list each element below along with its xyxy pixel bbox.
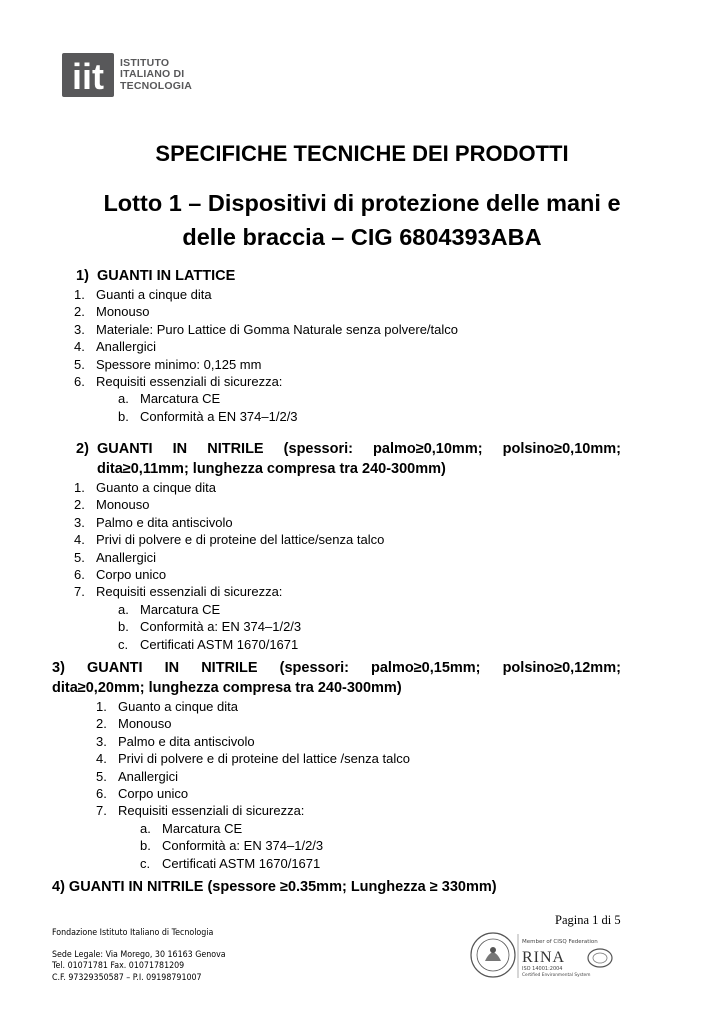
list-text: Guanto a cinque dita [96,480,216,495]
sub-list-text: Marcatura CE [140,601,221,617]
list-item [96,802,636,819]
list-text: Guanto a cinque dita [118,699,238,714]
sub-list-letter: c. [118,636,129,652]
sub-list-item [74,618,634,635]
document-title: SPECIFICHE TECNICHE DEI PRODOTTI [155,141,569,166]
sub-list-letter: a. [118,391,129,407]
list-number: 1. [96,699,107,714]
section-2-heading-line-1 [76,439,621,459]
list-number: 6. [74,374,85,390]
sub-list-text: Conformità a: EN 374–1/2/3 [162,838,324,854]
list-item [74,303,634,320]
heading-word: NITRILE [201,660,258,676]
footer-phone: Tel. 01071781 Fax. 01071781209 [52,961,185,972]
list-number: 4. [74,532,85,548]
heading-word: palmo≥0,10mm; [373,441,483,457]
heading-word [76,439,153,459]
list-number: 6. [74,567,85,583]
logo-line-3: TECNOLOGIA [120,79,192,92]
sub-list-letter: a. [140,820,151,836]
list-number: 7. [74,584,85,600]
sub-list-letter: b. [140,838,151,854]
section-3-heading [52,658,621,698]
logo-text [120,58,192,93]
sub-list-text: Marcatura CE [140,391,221,407]
list-number: 3. [74,321,85,337]
list-text: Requisiti essenziali di sicurezza: [96,374,283,390]
list-text: Palmo e dita antiscivolo [118,733,255,749]
list-text: Monouso [96,497,150,513]
list-number: 2. [74,304,85,320]
section-1-list [74,286,634,425]
section-3-number: 3) [52,660,65,676]
list-number: 3. [96,733,107,749]
heading-word: (spessori: [283,441,353,457]
list-number: 5. [96,768,107,784]
footer-tax-codes: C.F. 97329350587 – P.I. 09198791007 [52,972,202,983]
sub-list-text: Certificati ASTM 1670/1671 [162,855,321,871]
section-4-heading: 4) GUANTI IN NITRILE (spessore ≥0.35mm; Lunghezza ≥ 330mm) [52,879,497,895]
list-item [96,715,636,732]
list-text: Spessore minimo: 0,125 mm [96,356,262,372]
sub-list-text: Certificati ASTM 1670/1671 [140,636,299,652]
seal-icon [471,933,515,977]
list-text: Privi di polvere e di proteine del lattice /senza talco [118,751,410,767]
section-2-heading [76,439,621,479]
lotto-heading-line-1: Lotto 1 – Dispositivi di protezione delle mani e [103,190,621,216]
sub-list-item [96,855,636,872]
list-number: 1. [74,287,85,302]
list-number: 4. [74,339,85,355]
page-number: Pagina 1 di 5 [555,913,621,927]
list-item [96,750,636,767]
list-item [74,373,634,390]
section-3-heading-line-1 [52,658,621,678]
list-item [74,338,634,355]
cisq-badge-icon [588,949,612,967]
list-number: 6. [96,786,107,802]
section-3-list [96,698,636,872]
sub-list-letter: c. [140,855,151,871]
logo-line-1: ISTITUTO [120,56,170,69]
heading-word: palmo≥0,15mm; [371,660,481,676]
footer-address: Sede Legale: Via Morego, 30 16163 Genova [52,950,226,961]
list-item [96,733,636,750]
certification-graphic [468,930,618,980]
list-text: Palmo e dita antiscivolo [96,514,233,530]
section-1-number: 1) [76,268,89,284]
list-text: Anallergici [96,549,156,565]
sub-list-item [74,601,634,618]
list-item [74,321,634,338]
sub-list-item [74,408,634,425]
sub-list-item [74,636,634,653]
list-number: 5. [74,356,85,372]
iit-logo-letters: iit [72,56,104,97]
list-item [74,479,634,496]
sub-list-letter: a. [118,601,129,617]
footer-spacer [52,939,226,950]
certification-logos [468,930,618,980]
list-item [74,286,634,303]
list-item [74,583,634,600]
sub-list-item [96,837,636,854]
list-item [74,549,634,566]
cisq-member-text: Member of CISQ Federation [522,939,598,945]
list-text: Guanti a cinque dita [96,287,212,302]
list-text: Corpo unico [118,786,189,802]
iso-standard: ISO 14001:2004 [522,966,563,972]
list-item [74,496,634,513]
cert-caption: Certified Environmental System [522,973,591,978]
list-text: Requisiti essenziali di sicurezza: [96,584,283,600]
list-number: 5. [74,549,85,565]
list-item [96,698,636,715]
heading-word: IN [164,660,180,676]
footer [52,928,226,984]
heading-word: polsino≥0,10mm; [502,441,621,457]
sub-list-text: Conformità a: EN 374–1/2/3 [140,619,302,635]
list-text: Materiale: Puro Lattice di Gomma Naturale senza polvere/talco [96,321,459,337]
list-number: 3. [74,514,85,530]
lotto-heading [60,186,664,254]
list-number: 7. [96,803,107,819]
heading-word: (spessori: [279,660,349,676]
logo-line-2: ITALIANO DI [120,68,185,81]
list-number: 2. [74,497,85,513]
list-text: Privi di polvere e di proteine del lattice/senza talco [96,532,385,548]
iit-logo [62,53,192,97]
list-item [74,356,634,373]
sub-list-letter: b. [118,408,129,424]
list-item [96,785,636,802]
list-text: Corpo unico [96,567,167,583]
list-item [74,514,634,531]
list-number: 1. [74,480,85,495]
list-text: Monouso [118,716,172,732]
heading-word: GUANTI [86,660,143,676]
heading-word: polsino≥0,12mm; [502,660,621,676]
list-item [96,768,636,785]
list-item [74,566,634,583]
list-number: 2. [96,716,107,732]
list-text: Anallergici [96,339,156,355]
section-3-heading-line-2: dita≥0,20mm; lunghezza compresa tra 240-300mm) [52,680,402,696]
section-1-heading [76,266,235,286]
sub-list-item [74,390,634,407]
list-text: Requisiti essenziali di sicurezza: [118,803,305,819]
footer-foundation: Fondazione Istituto Italiano di Tecnologia [52,928,214,938]
section-2-list [74,479,634,653]
list-item [74,531,634,548]
list-number: 4. [96,751,107,767]
sub-list-letter: b. [118,619,129,635]
section-1-title: GUANTI IN LATTICE [97,268,236,284]
sub-list-text: Marcatura CE [162,820,243,836]
lotto-heading-line-2: delle braccia – CIG 6804393ABA [182,224,542,250]
section-2-number: 2) [76,441,89,457]
heading-word: NITRILE [207,441,264,457]
sub-list-item [96,820,636,837]
list-text: Monouso [96,304,150,320]
heading-word: GUANTI [97,441,153,457]
sub-list-text: Conformità a EN 374–1/2/3 [140,408,298,424]
rina-brand: RINA [522,949,566,966]
section-2-heading-line-2: dita≥0,11mm; lunghezza compresa tra 240-300mm) [97,461,446,477]
list-text: Anallergici [118,768,178,784]
heading-word: IN [172,441,188,457]
iit-logo-mark [62,53,114,97]
